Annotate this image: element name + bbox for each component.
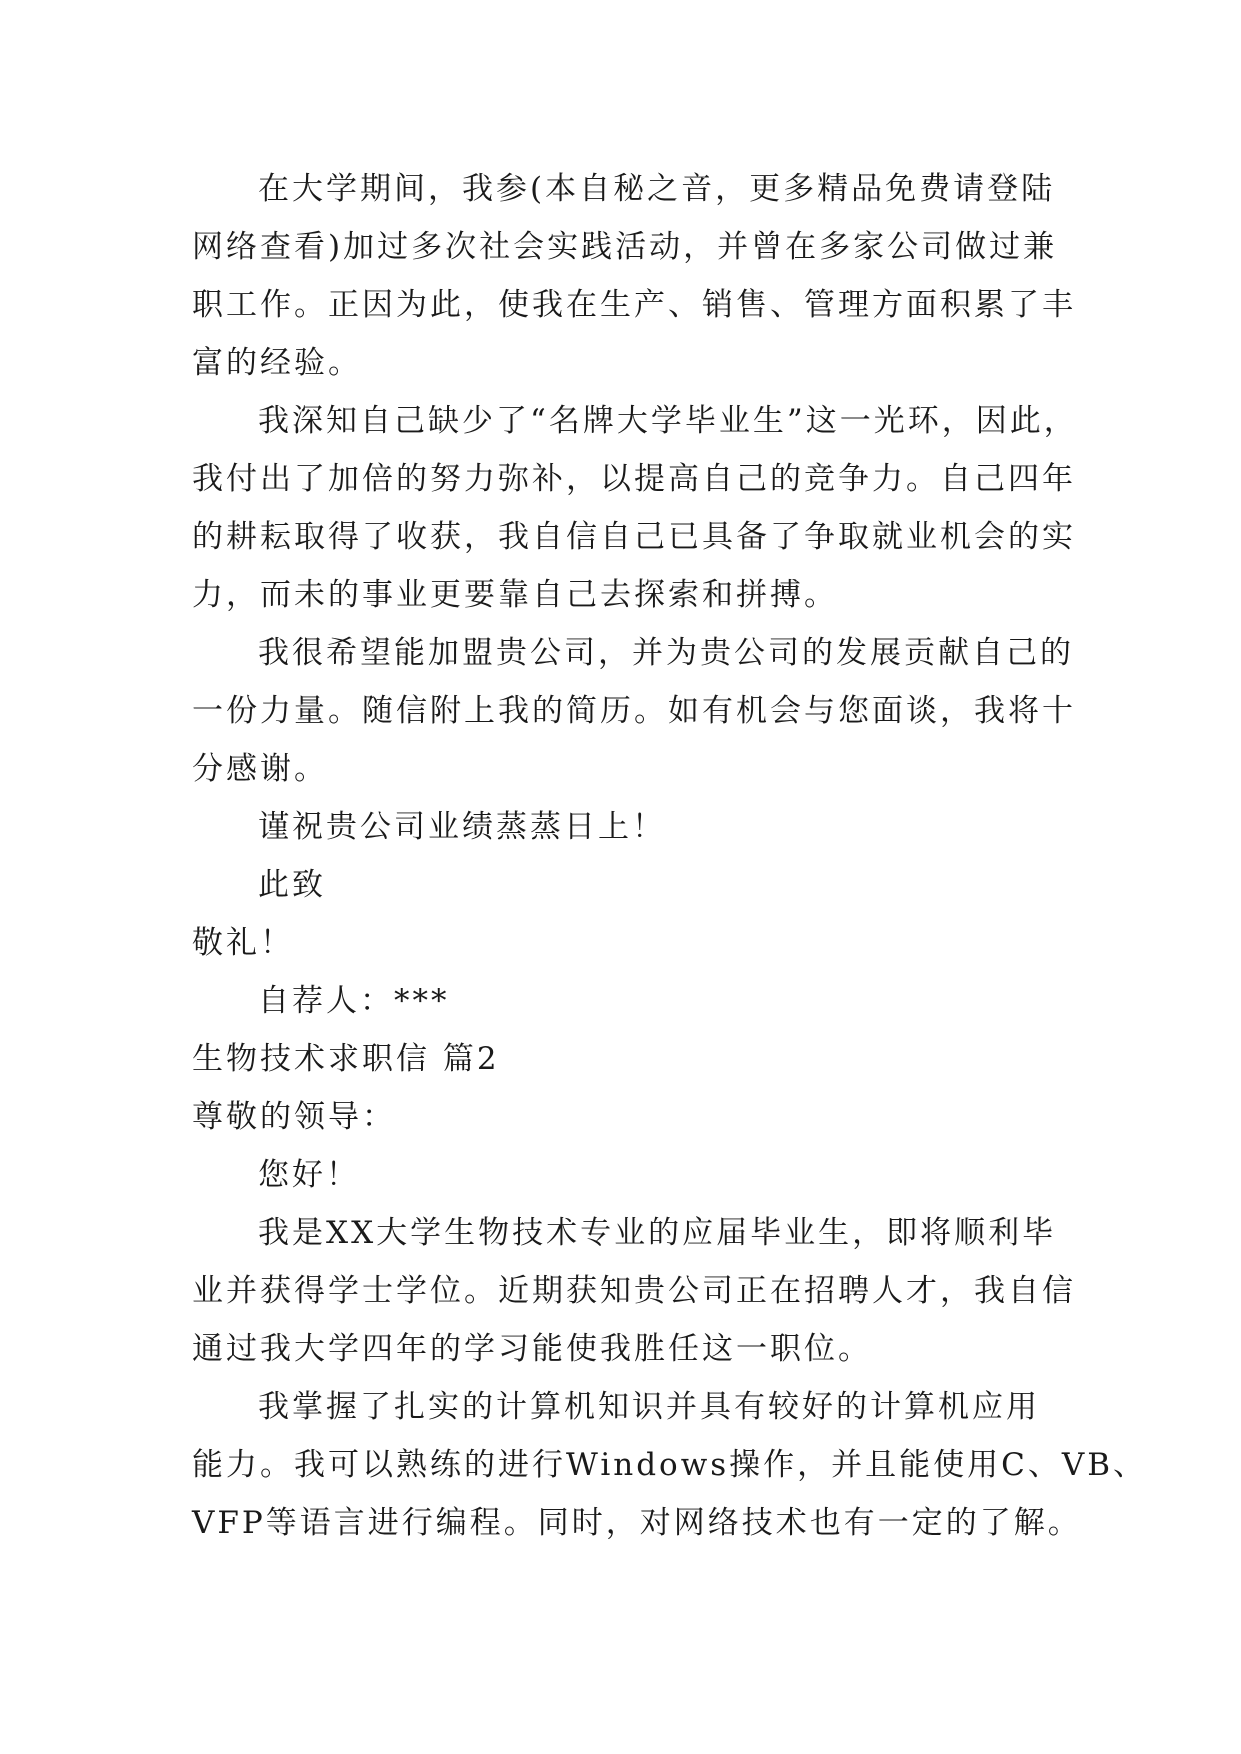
paragraph-line: 的耕耘取得了收获，我自信自己已具备了争取就业机会的实 — [192, 519, 1076, 555]
paragraph-line: 分感谢。 — [192, 751, 328, 787]
paragraph-line: 通过我大学四年的学习能使我胜任这一职位。 — [192, 1331, 872, 1367]
paragraph-line: 职工作。正因为此，使我在生产、销售、管理方面积累了丰 — [192, 287, 1076, 323]
paragraph-line: 我掌握了扎实的计算机知识并具有较好的计算机应用 — [258, 1389, 1040, 1425]
paragraph-line: 能力。我可以熟练的进行Windows操作，并且能使用C、VB、 — [192, 1447, 1148, 1483]
paragraph-line: 一份力量。随信附上我的简历。如有机会与您面谈，我将十 — [192, 693, 1076, 729]
paragraph-line: 网络查看)加过多次社会实践活动，并曾在多家公司做过兼 — [192, 229, 1058, 265]
signature-line: 自荐人：*** — [258, 983, 450, 1019]
document-body — [192, 160, 1148, 1552]
greeting-hello: 您好！ — [258, 1157, 360, 1193]
salutation-jingli: 敬礼！ — [192, 925, 294, 961]
section-title: 生物技术求职信 篇2 — [192, 1041, 500, 1077]
paragraph-line: 我付出了加倍的努力弥补，以提高自己的竞争力。自己四年 — [192, 461, 1076, 497]
greeting-recipient: 尊敬的领导： — [192, 1099, 396, 1135]
paragraph-line: 富的经验。 — [192, 345, 362, 381]
paragraph-line: VFP等语言进行编程。同时，对网络技术也有一定的了解。 — [192, 1505, 1082, 1541]
paragraph-line: 我是XX大学生物技术专业的应届毕业生，即将顺利毕 — [258, 1215, 1057, 1251]
paragraph-line: 我很希望能加盟贵公司，并为贵公司的发展贡献自己的 — [258, 635, 1074, 671]
paragraph-line: 力，而未的事业更要靠自己去探索和拼搏。 — [192, 577, 838, 613]
paragraph-line: 我深知自己缺少了“名牌大学毕业生”这一光环，因此， — [258, 403, 1078, 439]
salutation-cizhi: 此致 — [258, 867, 326, 903]
paragraph-line: 在大学期间，我参(本自秘之音，更多精品免费请登陆 — [258, 171, 1056, 207]
paragraph-line: 业并获得学士学位。近期获知贵公司正在招聘人才，我自信 — [192, 1273, 1076, 1309]
closing-wish: 谨祝贵公司业绩蒸蒸日上！ — [258, 809, 666, 845]
